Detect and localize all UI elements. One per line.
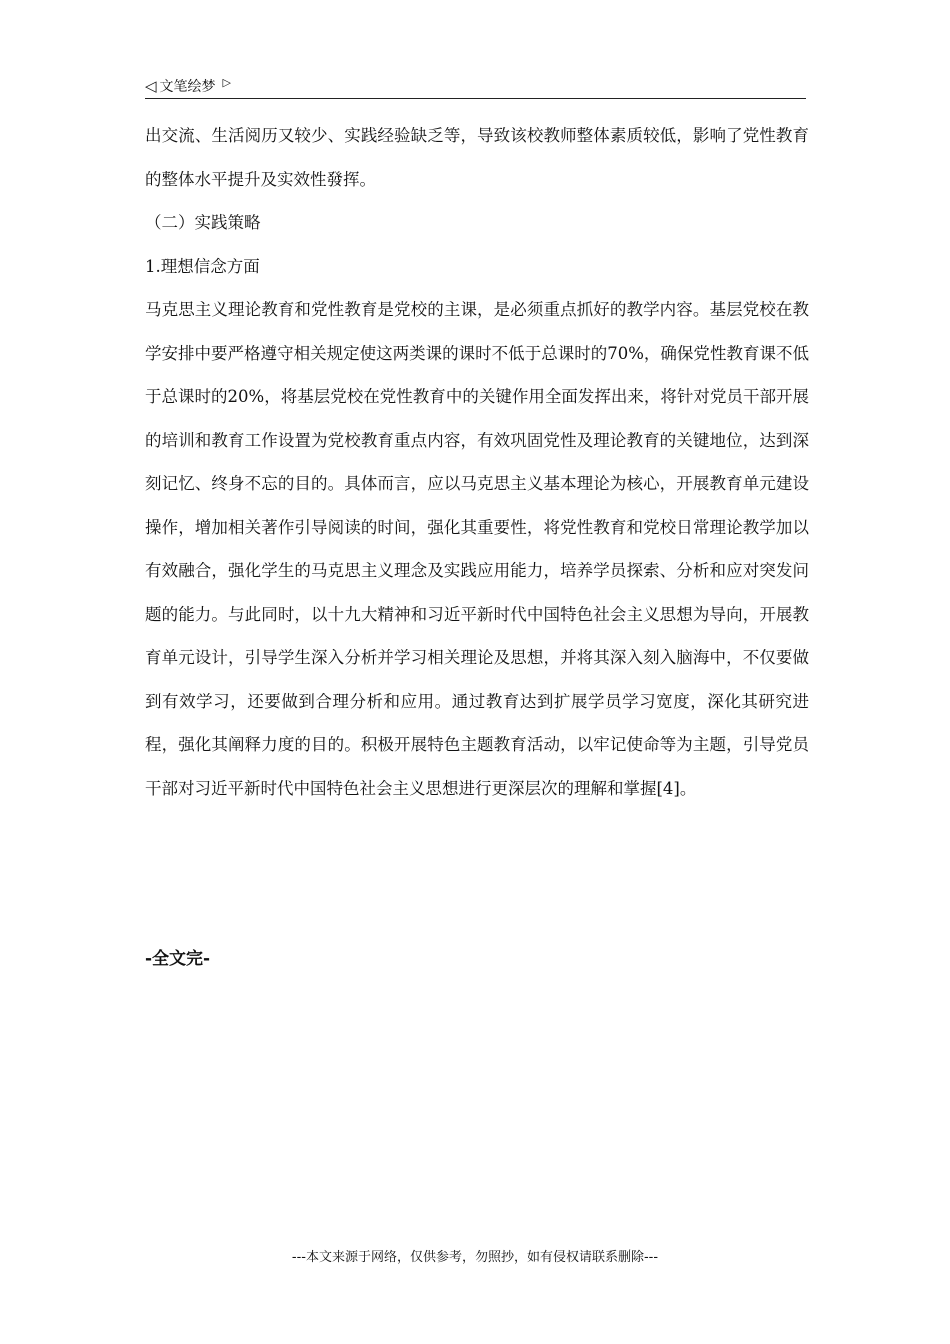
section-heading: （二）实践策略 bbox=[145, 213, 261, 232]
triangle-left-icon: ◁ bbox=[145, 76, 157, 95]
page-header bbox=[145, 74, 806, 99]
paragraph-continuation: 出交流、生活阅历又较少、实践经验缺乏等，导致该校教师整体素质较低，影响了党性教育的整体水平提升及实效性發挥。 bbox=[145, 126, 809, 189]
triangle-right-icon: ▷ bbox=[222, 75, 232, 89]
paragraph-main: 马克思主义理论教育和党性教育是党校的主课，是必须重点抓好的教学内容。基层党校在教学安排中要严格遵守相关规定使这两类课的课时不低于总课时的70%，确保党性教育课不低于总课时的20%，将基层党校在党性教育中的关键作用全面发挥出来，将针对党员干部开展的培训和教育工作设置为党校教育重点内容，有效巩固党性及理论教育的关键地位，达到深刻记忆、终身不忘的目的。具体而言，应以马克思主义基本理论为核心，开展教育单元建设操作，增加相关著作引导阅读的时间，强化其重要性，将党性教育和党校日常理论教学加以有效融合，强化学生的马克思主义理念及实践应用能力，培养学员探索、分析和应对突发问题的能力。与此同时，以十九大精神和习近平新时代中国特色社会主义思想为导向，开展教育单元设计，引导学生深入分析并学习相关理论及思想，并将其深入刻入脑海中，不仅要做到有效学习，还要做到合理分析和应用。通过教育达到扩展学员学习宽度，深化其研究进程，强化其阐释力度的目的。积极开展特色主题教育活动，以牢记使命等为主题，引导党员干部对习近平新时代中国特色社会主义思想进行更深层次的理解和掌握[4]。 bbox=[145, 300, 809, 798]
subsection-heading: 1.理想信念方面 bbox=[145, 256, 260, 276]
header-title: 文笔绘梦 bbox=[159, 79, 216, 95]
end-mark: -全文完- bbox=[145, 949, 211, 969]
page-footer: ---本文来源于网络，仅供参考，勿照抄，如有侵权请联系删除--- bbox=[291, 1250, 659, 1265]
document-body bbox=[145, 114, 809, 810]
